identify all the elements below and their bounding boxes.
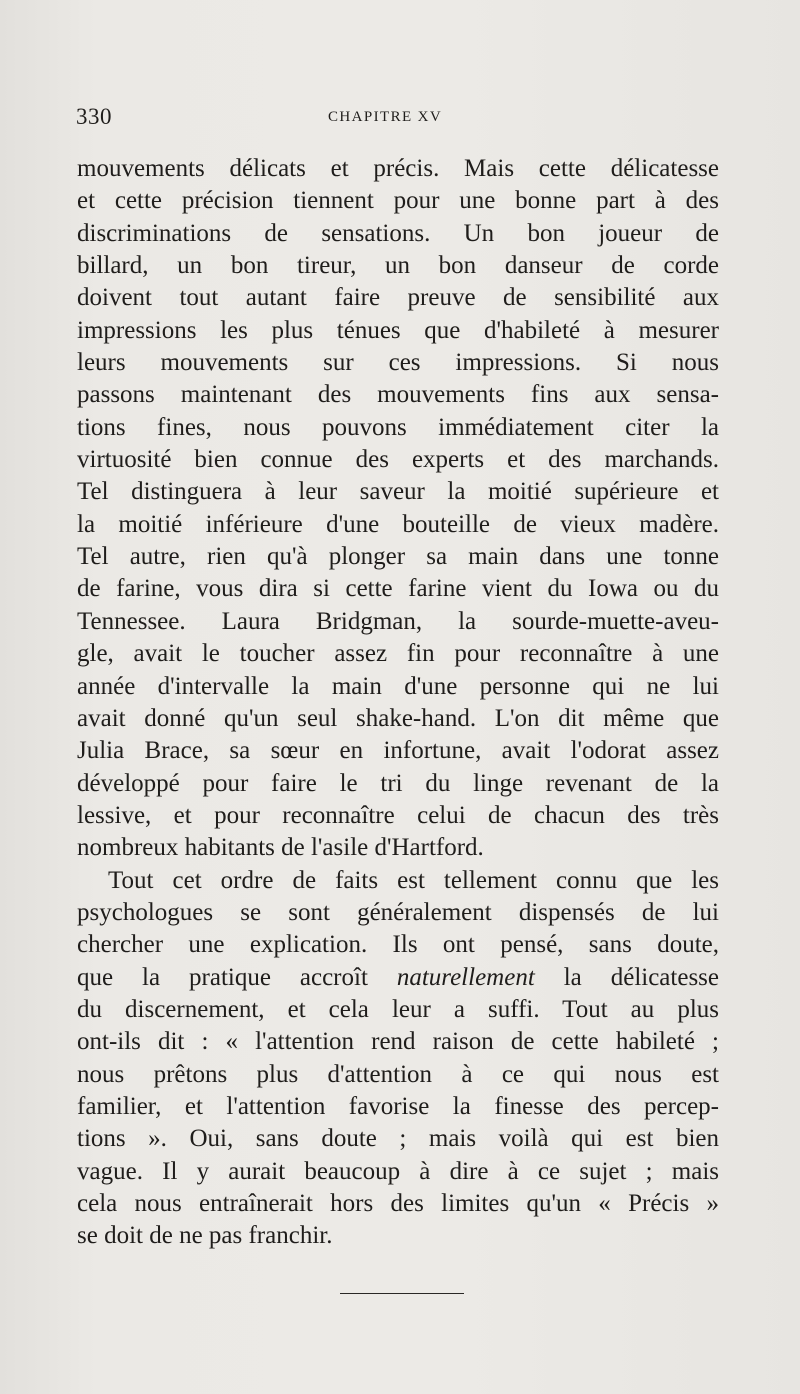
paragraph-start-line: Tout cet ordre de faits est tellement connu que les [108, 866, 719, 894]
text-line: doivent tout autant faire preuve de sensibilité aux [77, 284, 719, 312]
text-segment: que la pratique accroît [77, 963, 368, 991]
text-line: gle, avait le toucher assez fin pour reconnaître à une [77, 640, 719, 668]
paragraph-end-line: se doit de ne pas franchir. [77, 1222, 333, 1250]
body-text [77, 153, 719, 1253]
running-title: CHAPITRE XV [328, 109, 443, 125]
text-line: la moitié inférieure d'une bouteille de vieux madère. [77, 510, 719, 538]
text-line-with-italic [77, 962, 719, 994]
text-line: Julia Brace, sa sœur en infortune, avait l'odorat assez [77, 737, 719, 765]
text-line: mouvements délicats et précis. Mais cette délicatesse [77, 155, 719, 182]
text-segment: la délicatesse [563, 963, 719, 991]
text-line: passons maintenant des mouvements fins aux sensa- [77, 381, 719, 409]
text-line: Tel distinguera à leur saveur la moitié supérieure et [77, 478, 719, 506]
text-line: virtuosité bien connue des experts et des marchands. [77, 446, 719, 474]
text-line: ont-ils dit : « l'attention rend raison de cette habileté ; [77, 1028, 719, 1056]
text-line: leurs mouvements sur ces impressions. Si nous [77, 349, 719, 377]
closing-rule [340, 1293, 464, 1294]
text-line: développé pour faire le tri du linge revenant de la [77, 769, 719, 797]
text-line: billard, un bon tireur, un bon danseur de corde [77, 252, 719, 280]
text-line: Tel autre, rien qu'à plonger sa main dans une tonne [77, 543, 719, 571]
italic-emphasis: naturellement [396, 963, 535, 991]
text-line: de farine, vous dira si cette farine vient du Iowa ou du [77, 575, 719, 603]
text-line: tions ». Oui, sans doute ; mais voilà qui est bien [77, 1125, 719, 1153]
text-line: et cette précision tiennent pour une bonne part à des [77, 187, 719, 215]
text-line: chercher une explication. Ils ont pensé, sans doute, [77, 931, 719, 959]
page-number: 330 [76, 104, 112, 129]
text-line: vague. Il y aurait beaucoup à dire à ce sujet ; mais [77, 1157, 719, 1185]
text-line: du discernement, et cela leur a suffi. Tout au plus [77, 995, 719, 1023]
text-line: tions fines, nous pouvons immédiatement citer la [77, 413, 719, 441]
text-line: cela nous entraînerait hors des limites qu'un « Précis » [77, 1190, 719, 1217]
text-line: Tennessee. Laura Bridgman, la sourde-muette-aveu- [77, 607, 719, 635]
text-line: familier, et l'attention favorise la finesse des percep- [77, 1092, 719, 1120]
text-line: année d'intervalle la main d'une personne qui ne lui [77, 672, 719, 700]
page-header [76, 104, 720, 134]
text-line: nous prêtons plus d'attention à ce qui nous est [77, 1060, 719, 1088]
text-line: discriminations de sensations. Un bon joueur de [77, 219, 719, 247]
text-line: lessive, et pour reconnaître celui de chacun des très [77, 801, 719, 829]
text-line: psychologues se sont généralement dispensés de lui [77, 898, 719, 926]
text-line: impressions les plus ténues que d'habileté à mesurer [77, 316, 719, 344]
text-line: avait donné qu'un seul shake-hand. L'on dit même que [77, 704, 719, 732]
paragraph-end-line: nombreux habitants de l'asile d'Hartford. [77, 834, 484, 862]
